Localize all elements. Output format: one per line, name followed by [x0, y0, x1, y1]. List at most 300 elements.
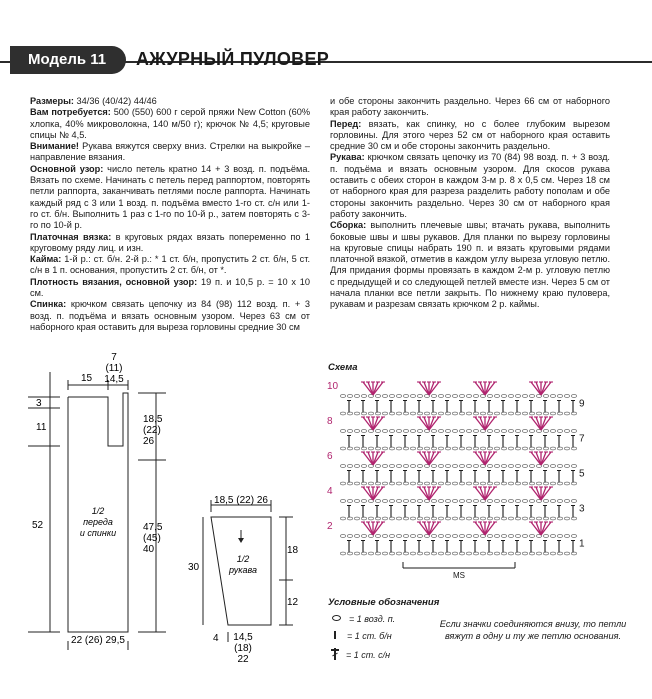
- chain-stitch: [494, 517, 499, 520]
- double-crochet-stitch: [475, 452, 485, 465]
- double-crochet-icon: [331, 648, 339, 660]
- double-crochet-stitch: [373, 382, 383, 395]
- chain-stitch: [473, 430, 478, 433]
- chain-stitch: [424, 447, 429, 450]
- chain-stitch: [564, 517, 569, 520]
- chain-stitch: [396, 535, 401, 538]
- direction-arrow-icon: [238, 538, 244, 543]
- double-crochet-stitch: [419, 522, 429, 535]
- dim-right-upper-1: 18,5: [143, 414, 163, 425]
- chain-stitch: [522, 412, 527, 415]
- chain-stitch: [466, 395, 471, 398]
- row-number-left: 2: [327, 521, 333, 532]
- sleeve-dim-left: 30: [188, 562, 200, 573]
- paragraph-text: Рукава вяжутся сверху вниз. Стрелки на выкройке – направление вязания.: [30, 141, 310, 163]
- chain-stitch: [501, 552, 506, 555]
- chain-stitch: [522, 447, 527, 450]
- chain-stitch: [557, 552, 562, 555]
- chain-stitch: [494, 395, 499, 398]
- chain-stitch: [487, 500, 492, 503]
- double-crochet-stitch: [541, 487, 551, 500]
- chain-stitch: [347, 395, 352, 398]
- chain-stitch: [410, 447, 415, 450]
- chain-stitch: [550, 552, 555, 555]
- chain-stitch: [354, 500, 359, 503]
- chain-stitch: [389, 482, 394, 485]
- chain-stitch: [382, 412, 387, 415]
- chain-stitch: [494, 482, 499, 485]
- chain-stitch: [571, 517, 576, 520]
- chain-stitch: [459, 412, 464, 415]
- chain-stitch: [494, 447, 499, 450]
- double-crochet-stitch: [541, 382, 551, 395]
- paragraph-text: 34/36 (40/42) 44/46: [74, 96, 157, 106]
- paragraph-text: выполнить плечевые швы; втачать рукава, выполнить боковые швы и швы рукавов. Для планки по вырезу горловины на круговые спицы набрать 190 п. и вязать круговыми рядами платочной вязкой, отметив в каждом углу выреза угловую петлю. Для придания формы провязать в каждом 2-м р. угловую петлю с предыдущей и со следующей петлей вместе изн. Через 5 см от начала планки все петли закрыть. По нижнему краю пуловера, рукавам и разрезам связать крючком 2 р. каймы.: [330, 220, 610, 310]
- chain-stitch: [501, 395, 506, 398]
- chain-stitch: [564, 412, 569, 415]
- chain-stitch: [403, 517, 408, 520]
- dim-bottom: 22 (26) 29,5: [71, 635, 125, 646]
- double-crochet-stitch: [475, 487, 485, 500]
- chain-stitch: [564, 395, 569, 398]
- paragraph: [30, 232, 310, 255]
- chain-stitch: [480, 412, 485, 415]
- chain-stitch: [417, 482, 422, 485]
- row-number-right: 5: [579, 468, 585, 480]
- chain-stitch: [396, 465, 401, 468]
- sleeve-dim-right-lower: 12: [287, 597, 299, 608]
- chain-stitch: [361, 500, 366, 503]
- double-crochet-stitch: [363, 487, 373, 500]
- chain-stitch: [550, 517, 555, 520]
- chain-stitch: [431, 535, 436, 538]
- chain-stitch: [508, 535, 513, 538]
- chain-stitch: [375, 430, 380, 433]
- rapport-label: MS: [453, 571, 465, 580]
- chain-stitch: [522, 500, 527, 503]
- chain-stitch: [529, 500, 534, 503]
- chain-stitch: [550, 482, 555, 485]
- chain-stitch: [466, 500, 471, 503]
- chain-stitch: [501, 430, 506, 433]
- chain-stitch: [515, 430, 520, 433]
- chain-stitch: [571, 412, 576, 415]
- chain-stitch: [410, 517, 415, 520]
- chain-stitch: [424, 552, 429, 555]
- chain-stitch: [557, 430, 562, 433]
- double-crochet-stitch: [363, 417, 373, 430]
- chain-stitch: [361, 465, 366, 468]
- row-number-right: 3: [579, 503, 585, 515]
- chain-stitch: [466, 447, 471, 450]
- chain-stitch: [494, 500, 499, 503]
- chain-stitch: [375, 465, 380, 468]
- chain-stitch: [473, 517, 478, 520]
- paragraph-text: в круговых рядах вязать попеременно по 1 круговому ряду лиц. и изн.: [30, 231, 310, 253]
- chain-stitch: [522, 465, 527, 468]
- chain-stitch: [564, 535, 569, 538]
- chain-stitch: [375, 395, 380, 398]
- chain-stitch: [340, 535, 345, 538]
- chain-stitch: [354, 552, 359, 555]
- chain-stitch: [403, 447, 408, 450]
- double-crochet-stitch: [541, 452, 551, 465]
- double-crochet-stitch: [531, 452, 541, 465]
- chain-stitch: [396, 552, 401, 555]
- chain-stitch: [564, 482, 569, 485]
- chain-stitch: [347, 412, 352, 415]
- chain-stitch: [361, 395, 366, 398]
- chain-stitch: [529, 412, 534, 415]
- chain-stitch: [529, 535, 534, 538]
- double-crochet-stitch: [485, 417, 495, 430]
- chain-stitch: [536, 552, 541, 555]
- chain-stitch: [347, 447, 352, 450]
- chain-stitch: [382, 500, 387, 503]
- chain-stitch: [396, 412, 401, 415]
- chain-stitch: [368, 482, 373, 485]
- double-crochet-stitch: [485, 487, 495, 500]
- chain-stitch: [515, 535, 520, 538]
- dim-right-lower-2: (45): [143, 533, 161, 544]
- chain-stitch: [529, 395, 534, 398]
- chain-stitch: [543, 447, 548, 450]
- chain-stitch: [417, 465, 422, 468]
- double-crochet-stitch: [429, 382, 439, 395]
- chain-stitch: [417, 412, 422, 415]
- double-crochet-stitch: [373, 452, 383, 465]
- double-crochet-stitch: [541, 417, 551, 430]
- chain-stitch: [347, 482, 352, 485]
- chain-stitch: [403, 430, 408, 433]
- chain-stitch: [557, 482, 562, 485]
- chain-stitch: [494, 465, 499, 468]
- chain-stitch: [410, 430, 415, 433]
- double-crochet-stitch: [363, 452, 373, 465]
- sleeve-pattern-diagram: [183, 490, 323, 670]
- chain-stitch: [396, 500, 401, 503]
- chain-stitch: [571, 447, 576, 450]
- chain-stitch: [452, 412, 457, 415]
- chain-stitch: [354, 535, 359, 538]
- chain-stitch: [487, 517, 492, 520]
- double-crochet-stitch: [475, 522, 485, 535]
- chain-stitch: [564, 552, 569, 555]
- chain-stitch: [368, 447, 373, 450]
- chain-stitch: [452, 395, 457, 398]
- chain-stitch: [543, 430, 548, 433]
- chain-stitch: [459, 465, 464, 468]
- chain-stitch: [361, 412, 366, 415]
- chain-stitch: [354, 412, 359, 415]
- chain-stitch: [473, 412, 478, 415]
- paragraph-label: Перед:: [330, 118, 362, 129]
- paragraph: [330, 220, 610, 310]
- chain-stitch: [396, 395, 401, 398]
- chain-stitch: [361, 482, 366, 485]
- dim-neck-3: 14,5: [104, 374, 124, 385]
- chain-stitch: [438, 500, 443, 503]
- chain-stitch: [487, 430, 492, 433]
- chain-stitch: [557, 395, 562, 398]
- chain-stitch: [529, 552, 534, 555]
- paragraph-label: Вам потребуется:: [30, 107, 111, 118]
- chain-stitch: [494, 552, 499, 555]
- chain-stitch: [459, 430, 464, 433]
- chain-stitch: [473, 552, 478, 555]
- double-crochet-stitch: [419, 452, 429, 465]
- chain-stitch: [375, 517, 380, 520]
- chain-stitch: [431, 430, 436, 433]
- paragraph-label: Размеры:: [30, 96, 74, 106]
- chain-stitch: [508, 447, 513, 450]
- chain-stitch: [466, 482, 471, 485]
- chain-stitch: [403, 412, 408, 415]
- chain-stitch: [396, 517, 401, 520]
- chain-stitch: [375, 535, 380, 538]
- chain-stitch: [529, 447, 534, 450]
- paragraph: [330, 119, 610, 153]
- legend-title: Условные обозначения: [328, 597, 440, 608]
- paragraph-label: Платочная вязка:: [30, 231, 112, 242]
- chain-stitch: [487, 465, 492, 468]
- chain-stitch: [557, 517, 562, 520]
- chain-stitch: [515, 395, 520, 398]
- double-crochet-stitch: [373, 522, 383, 535]
- chain-stitch: [494, 430, 499, 433]
- row-number-right: 1: [579, 538, 585, 550]
- chain-stitch: [389, 465, 394, 468]
- paragraph: [330, 96, 610, 119]
- chain-stitch-icon: [332, 615, 341, 621]
- chain-stitch: [487, 535, 492, 538]
- chain-stitch: [340, 430, 345, 433]
- text-column-left: [30, 96, 310, 333]
- chain-stitch: [403, 552, 408, 555]
- chain-stitch: [403, 395, 408, 398]
- chain-stitch: [459, 482, 464, 485]
- chain-stitch: [466, 517, 471, 520]
- chain-stitch: [501, 517, 506, 520]
- chain-stitch: [557, 535, 562, 538]
- double-crochet-stitch: [485, 452, 495, 465]
- chain-stitch: [550, 430, 555, 433]
- legend-item-chain: = 1 возд. п.: [328, 614, 395, 624]
- chain-stitch: [417, 430, 422, 433]
- double-crochet-stitch: [531, 417, 541, 430]
- paragraph-label: Спинка:: [30, 299, 67, 310]
- double-crochet-stitch: [429, 487, 439, 500]
- chain-stitch: [550, 412, 555, 415]
- chain-stitch: [515, 552, 520, 555]
- chain-stitch: [403, 465, 408, 468]
- chain-stitch: [431, 412, 436, 415]
- chain-stitch: [347, 430, 352, 433]
- chain-stitch: [501, 482, 506, 485]
- chain-stitch: [452, 430, 457, 433]
- single-crochet-icon: [334, 631, 336, 639]
- chain-stitch: [403, 500, 408, 503]
- dim-neck-1: 7: [111, 352, 117, 363]
- sleeve-dim-bottom-3: 22: [237, 654, 249, 665]
- chain-stitch: [550, 465, 555, 468]
- sleeve-label-2: рукава: [229, 565, 257, 575]
- chain-stitch: [396, 482, 401, 485]
- schema-title: Схема: [328, 362, 358, 373]
- paragraph-text: 500 (550) 600 г серой пряжи New Cotton (60% хлопка, 40% микроволокна, 140 м/50 г); крючок № 4,5; круговые спицы № 4,5.: [30, 107, 310, 140]
- chain-stitch: [431, 465, 436, 468]
- chain-stitch: [522, 430, 527, 433]
- double-crochet-stitch: [485, 382, 495, 395]
- double-crochet-stitch: [531, 487, 541, 500]
- paragraph-text: 1-й р.: ст. б/н. 2-й р.: * 1 ст. б/н, пропустить 2 ст. б/н, 5 ст. с/н в 1 п. основания, пропустить 2 ст. б/н, от *.: [30, 254, 310, 276]
- chain-stitch: [382, 447, 387, 450]
- page-title: АЖУРНЫЙ ПУЛОВЕР: [136, 49, 330, 69]
- chain-stitch: [501, 535, 506, 538]
- chain-stitch: [543, 465, 548, 468]
- chain-stitch: [529, 430, 534, 433]
- chain-stitch: [536, 412, 541, 415]
- chain-stitch: [522, 395, 527, 398]
- chain-stitch: [473, 395, 478, 398]
- double-crochet-stitch: [475, 382, 485, 395]
- chain-stitch: [347, 535, 352, 538]
- chain-stitch: [452, 517, 457, 520]
- chain-stitch: [543, 500, 548, 503]
- paragraph-text: крючком связать цепочку из 84 (98) 112 возд. п. + 3 возд. п. подъёма и вязать основным узором. Через 63 см от наборного края оставить для выреза горловины средние 30 см: [30, 299, 310, 332]
- chain-stitch: [466, 552, 471, 555]
- chain-stitch: [417, 535, 422, 538]
- double-crochet-stitch: [475, 417, 485, 430]
- chain-stitch: [382, 552, 387, 555]
- chain-stitch: [382, 517, 387, 520]
- chain-stitch: [410, 500, 415, 503]
- chain-stitch: [459, 517, 464, 520]
- chain-stitch: [431, 552, 436, 555]
- chain-stitch: [431, 517, 436, 520]
- chain-stitch: [459, 500, 464, 503]
- chain-stitch: [571, 482, 576, 485]
- double-crochet-stitch: [541, 522, 551, 535]
- paragraph: [30, 107, 310, 141]
- chain-stitch: [389, 395, 394, 398]
- chain-stitch: [550, 447, 555, 450]
- dim-right-upper-3: 26: [143, 436, 155, 447]
- chain-stitch: [501, 500, 506, 503]
- double-crochet-stitch: [363, 522, 373, 535]
- chain-stitch: [375, 482, 380, 485]
- paragraph: [30, 164, 310, 232]
- chain-stitch: [459, 535, 464, 538]
- chain-stitch: [487, 412, 492, 415]
- chain-stitch: [354, 395, 359, 398]
- chain-stitch: [403, 535, 408, 538]
- chain-stitch: [445, 412, 450, 415]
- paragraph: [30, 141, 310, 164]
- chain-stitch: [466, 465, 471, 468]
- chain-stitch: [347, 500, 352, 503]
- chain-stitch: [515, 500, 520, 503]
- dim-top-width: 15: [81, 373, 93, 384]
- chain-stitch: [361, 430, 366, 433]
- chain-stitch: [564, 500, 569, 503]
- chain-stitch: [445, 430, 450, 433]
- chain-stitch: [375, 412, 380, 415]
- chain-stitch: [438, 535, 443, 538]
- row-number-left: 4: [327, 486, 333, 497]
- chain-stitch: [515, 482, 520, 485]
- chain-stitch: [452, 500, 457, 503]
- chain-stitch: [452, 447, 457, 450]
- chain-stitch: [354, 482, 359, 485]
- chain-stitch: [515, 447, 520, 450]
- chain-stitch: [480, 517, 485, 520]
- chain-stitch: [550, 535, 555, 538]
- chain-stitch: [529, 517, 534, 520]
- chain-stitch: [389, 447, 394, 450]
- text-column-right: [330, 96, 610, 311]
- paragraph-label: Кайма:: [30, 254, 62, 265]
- double-crochet-stitch: [419, 487, 429, 500]
- double-crochet-stitch: [429, 452, 439, 465]
- paragraph-label: Внимание!: [30, 141, 79, 152]
- chain-stitch: [522, 552, 527, 555]
- chain-stitch: [564, 430, 569, 433]
- chain-stitch: [515, 465, 520, 468]
- chain-stitch: [445, 535, 450, 538]
- sleeve-dim-bottom-left: 4: [213, 633, 219, 644]
- dim-right-upper-2: (22): [143, 425, 161, 436]
- paragraph: [30, 299, 310, 333]
- chain-stitch: [536, 482, 541, 485]
- chain-stitch: [438, 395, 443, 398]
- chain-stitch: [396, 430, 401, 433]
- chain-stitch: [347, 552, 352, 555]
- chain-stitch: [445, 552, 450, 555]
- chain-stitch: [543, 517, 548, 520]
- chain-stitch: [375, 447, 380, 450]
- chain-stitch: [389, 535, 394, 538]
- chain-stitch: [508, 517, 513, 520]
- paragraph: [30, 254, 310, 277]
- chain-stitch: [438, 447, 443, 450]
- chain-stitch: [389, 552, 394, 555]
- chain-stitch: [501, 412, 506, 415]
- paragraph-label: Плотность вязания, основной узор:: [30, 276, 198, 287]
- chain-stitch: [473, 447, 478, 450]
- chain-stitch: [494, 535, 499, 538]
- chain-stitch: [368, 552, 373, 555]
- chain-stitch: [501, 447, 506, 450]
- chain-stitch: [536, 447, 541, 450]
- chain-stitch: [410, 535, 415, 538]
- chain-stitch: [417, 395, 422, 398]
- body-pattern-diagram: [28, 350, 188, 650]
- chain-stitch: [389, 500, 394, 503]
- body-label-1: 1/2: [91, 506, 105, 516]
- chain-stitch: [354, 447, 359, 450]
- chain-stitch: [564, 465, 569, 468]
- chain-stitch: [557, 447, 562, 450]
- paragraph-text: число петель кратно 14 + 3 возд. п. подъёма. Вязать по схеме. Начинать с петель перед раппортом, повторять петли раппорта, заканчивать петлями после раппорта. Начинать каждый ряд с 3 или 1 возд. п. подъёма вместо 1-го ст. с/н или 1-го ст. б/н. Выполнить 1 раз с 1-го по 10-й р., затем повторять с 3-го по 10-й р.: [30, 163, 310, 231]
- chain-stitch: [424, 517, 429, 520]
- sleeve-dim-bottom-1: 14,5: [233, 632, 253, 643]
- chain-stitch: [487, 395, 492, 398]
- chain-stitch: [354, 430, 359, 433]
- chain-stitch: [571, 465, 576, 468]
- paragraph-label: Рукава:: [330, 152, 365, 163]
- chain-stitch: [529, 482, 534, 485]
